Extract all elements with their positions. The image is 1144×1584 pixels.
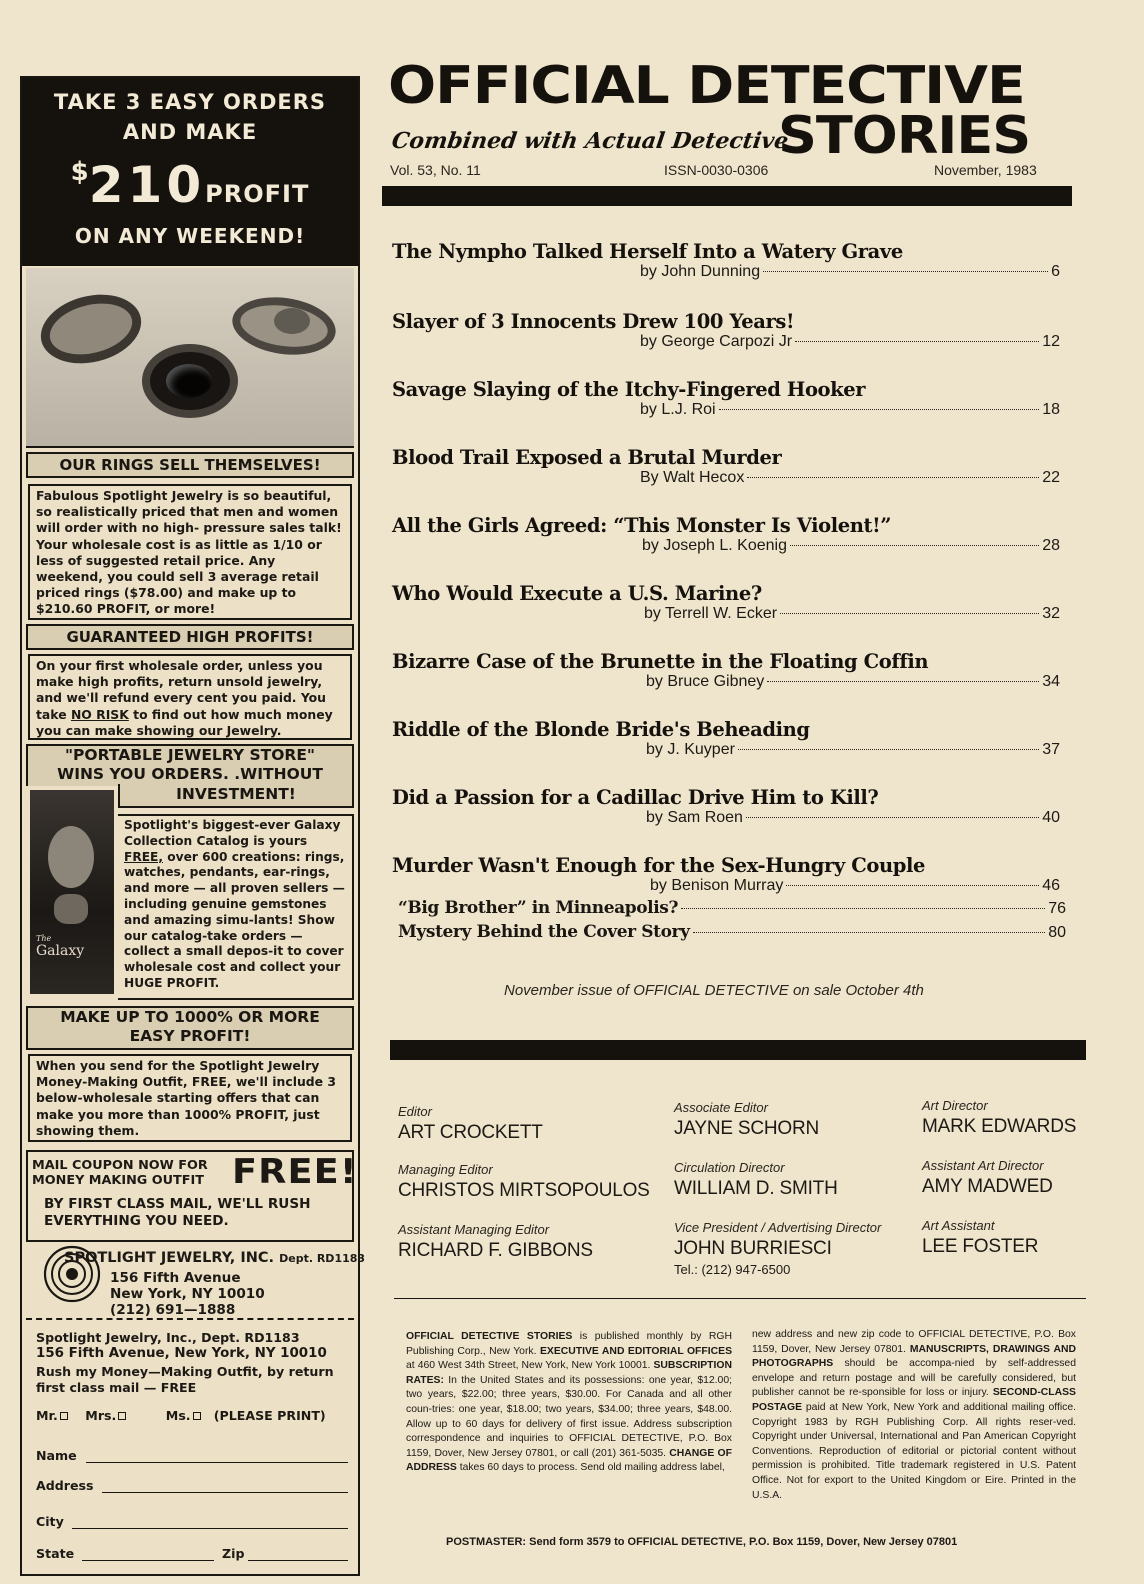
- story-title: Who Would Execute a U.S. Marine?: [392, 582, 762, 605]
- publication-info-column-2: [752, 1328, 1076, 1503]
- catalog-name: Galaxy: [36, 943, 85, 959]
- dot-leader: [795, 341, 1039, 342]
- model-hand-image: [54, 894, 88, 924]
- ad-section-text: [118, 814, 354, 1000]
- rings-photo: [26, 268, 354, 448]
- story-page-number: 37: [1042, 741, 1060, 758]
- toc-story[interactable]: [392, 854, 1060, 899]
- mail-line: MAIL COUPON NOW FOR: [32, 1158, 208, 1173]
- name-field[interactable]: [86, 1462, 348, 1463]
- dot-leader: [746, 817, 1039, 818]
- story-author: by John Dunning: [640, 263, 761, 280]
- toc-story[interactable]: [392, 310, 1060, 355]
- staff-circulation-director: [674, 1160, 838, 1200]
- fine-text: new address and new zip code to OFFICIAL DETECTIVE, P.O. Box 1159, Dover, New Jersey 07801.: [752, 1329, 1076, 1355]
- staff-name: WILLIAM D. SMITH: [674, 1178, 838, 1199]
- toc-story[interactable]: [392, 378, 1060, 423]
- ms-checkbox[interactable]: [193, 1412, 201, 1420]
- dollar-sign: $: [70, 157, 89, 187]
- ad-section-text: [28, 654, 352, 740]
- bold-term: OFFICIAL DETECTIVE STORIES: [406, 1331, 573, 1342]
- catalog-the: The: [36, 934, 52, 943]
- title-line: EASY PROFIT!: [129, 1027, 251, 1045]
- profit-amount: 210: [88, 156, 206, 214]
- staff-role: Assistant Art Director: [922, 1158, 1044, 1173]
- fine-text: takes 60 days to process. Send old mailing address label,: [456, 1462, 725, 1474]
- staff-name: CHRISTOS MIRTSOPOULOS: [398, 1180, 650, 1201]
- gem-image: [274, 308, 310, 334]
- story-byline-row: [646, 809, 1060, 831]
- story-title: Bizarre Case of the Brunette in the Floating Coffin: [392, 650, 929, 673]
- dot-leader: [738, 749, 1039, 750]
- story-page-number: 46: [1042, 877, 1060, 894]
- staff-name: JAYNE SCHORN: [674, 1118, 820, 1139]
- ad-section-title: [26, 744, 354, 786]
- ring-image: [34, 285, 149, 374]
- toc-story[interactable]: [392, 718, 1060, 763]
- staff-role: Art Director: [922, 1098, 988, 1113]
- story-author: By Walt Hecox: [640, 469, 745, 486]
- city-field[interactable]: [72, 1528, 348, 1529]
- story-title: Savage Slaying of the Itchy-Fingered Hooker: [392, 378, 866, 401]
- magazine-title-line-1: OFFICIAL DETECTIVE: [388, 56, 1025, 116]
- story-author: by L.J. Roi: [640, 401, 716, 418]
- staff-name: JOHN BURRIESCI: [674, 1238, 832, 1259]
- staff-name: MARK EDWARDS: [922, 1116, 1077, 1137]
- staff-managing-editor: [398, 1162, 650, 1202]
- masthead-divider-bar: [382, 186, 1072, 206]
- story-byline-row: [646, 741, 1060, 763]
- extra-title: “Big Brother” in Minneapolis?: [398, 898, 679, 918]
- story-title: Blood Trail Exposed a Brutal Murder: [392, 446, 782, 469]
- story-title: Slayer of 3 Innocents Drew 100 Years!: [392, 310, 795, 333]
- mail-text: [44, 1196, 311, 1230]
- story-byline-row: [640, 401, 1060, 423]
- story-page-number: 12: [1042, 333, 1060, 350]
- title-checkboxes: [36, 1408, 326, 1423]
- no-risk-text: NO RISK: [70, 706, 129, 722]
- coupon-line: Spotlight Jewelry, Inc., Dept. RD1183: [36, 1330, 300, 1345]
- story-byline-row: [644, 605, 1060, 627]
- dot-leader: [681, 908, 1045, 909]
- staff-associate-editor: [674, 1100, 819, 1140]
- staff-role: Managing Editor: [398, 1162, 493, 1177]
- ad-text-part: Spotlight's biggest-ever Galaxy Collection Catalog is yours: [124, 818, 341, 848]
- address-label: Address: [36, 1478, 94, 1493]
- story-page-number: 28: [1042, 537, 1060, 554]
- mail-line: BY FIRST CLASS MAIL, WE'LL RUSH: [44, 1196, 311, 1212]
- ad-text-part: over 600 creations: rings, watches, pendants, ear-rings, and more — all proven sellers — including genuine gemstones and amazing simu-lants! Show our catalog-take orders — collect a small depos-it to cover wholesale cost and collect your HUGE PROFIT.: [124, 849, 345, 990]
- state-field[interactable]: [82, 1560, 214, 1561]
- ad-headline-line-4: ON ANY WEEKEND!: [74, 224, 306, 248]
- story-title: Did a Passion for a Cadillac Drive Him to Kill?: [392, 786, 879, 809]
- story-title: Riddle of the Blonde Bride's Beheading: [392, 718, 810, 741]
- ad-headline-amount: [22, 156, 358, 214]
- magazine-title-line-2: STORIES: [778, 106, 1031, 166]
- story-byline-row: [640, 333, 1060, 355]
- bold-term: MANUSCRIPTS, DRAWINGS AND PHOTOGRAPHS: [752, 1343, 1076, 1370]
- ad-text-part: to find out how much money you can make showing our Jewelry.: [36, 706, 333, 738]
- staff-assistant-managing-editor: [398, 1222, 593, 1262]
- dot-leader: [763, 271, 1048, 272]
- ad-section-text: Fabulous Spotlight Jewelry is so beautiful, so realistically priced that men and women will order with no high- pressure sales talk! Your wholesale cost is as little as 1/10 or less of suggested retail price. Any weekend, you could sell 3 average retail priced rings ($78.00) and make up to $210.60 PROFIT, or more!: [28, 484, 352, 620]
- dot-leader: [780, 613, 1039, 614]
- title-line: "PORTABLE JEWELRY STORE": [64, 746, 316, 764]
- extra-page-number: 80: [1048, 924, 1066, 941]
- staff-role: Circulation Director: [674, 1160, 785, 1175]
- mail-text: [32, 1158, 208, 1188]
- address-line: 156 Fifth Avenue: [110, 1270, 241, 1286]
- dot-leader: [767, 681, 1039, 682]
- story-page-number: 40: [1042, 809, 1060, 826]
- company-phone: (212) 691—1888: [110, 1302, 236, 1318]
- mr-label: Mr.: [36, 1408, 58, 1423]
- fine-text: is published monthly by RGH Publishing Corp., New York.: [406, 1331, 732, 1357]
- staff-name: ART CROCKETT: [398, 1122, 543, 1143]
- story-author: by Terrell W. Ecker: [644, 605, 778, 622]
- ms-label: Ms.: [165, 1408, 191, 1423]
- profit-word: PROFIT: [205, 180, 310, 208]
- free-big-text: FREE!: [232, 1152, 358, 1192]
- toc-story[interactable]: [392, 650, 1060, 695]
- story-author: by Sam Roen: [646, 809, 743, 826]
- toc-story[interactable]: [392, 446, 1060, 491]
- staff-name: AMY MADWED: [922, 1176, 1053, 1197]
- title-line: MAKE UP TO 1000% OR MORE: [60, 1008, 320, 1026]
- toc-extra-row[interactable]: [398, 922, 1066, 942]
- staff-art-director: [922, 1098, 1076, 1138]
- staff-assistant-art-director: [922, 1158, 1053, 1198]
- company-address: [110, 1270, 265, 1318]
- mrs-checkbox[interactable]: [118, 1412, 126, 1420]
- story-page-number: 34: [1042, 673, 1060, 690]
- ad-section-text: When you send for the Spotlight Jewelry Money-Making Outfit, FREE, we'll include 3 below-wholesale starting offers that can make you more than 1000% PROFIT, just showing them.: [28, 1054, 352, 1142]
- ad-headline-line-2: AND MAKE: [122, 120, 258, 144]
- story-byline-row: [640, 263, 1060, 285]
- coupon-line: Rush my Money—Making Outfit, by return: [36, 1364, 334, 1379]
- staff-art-assistant: [922, 1218, 1038, 1258]
- galaxy-catalog-photo: [30, 790, 114, 994]
- issn-number: ISSN-0030-0306: [664, 162, 769, 178]
- staff-role: Assistant Managing Editor: [398, 1222, 550, 1237]
- staff-name: LEE FOSTER: [922, 1236, 1039, 1257]
- title-line: WINS YOU ORDERS. .WITHOUT: [57, 765, 323, 783]
- dot-leader: [693, 932, 1046, 933]
- company-block: [26, 1244, 366, 1318]
- mail-coupon-box: [26, 1150, 358, 1242]
- masthead-script-subtitle: Combined with Actual Detective: [390, 128, 790, 154]
- bold-term: SECOND-CLASS POSTAGE: [752, 1387, 1076, 1413]
- free-text: FREE,: [124, 849, 163, 864]
- staff-role: Associate Editor: [674, 1100, 768, 1115]
- staff-vp-advertising: [674, 1220, 881, 1277]
- staff-phone: Tel.: (212) 947-6500: [674, 1262, 791, 1277]
- staff-divider-bar: [390, 1040, 1086, 1060]
- story-title: The Nympho Talked Herself Into a Watery Grave: [392, 240, 903, 263]
- extra-title: Mystery Behind the Cover Story: [398, 922, 690, 942]
- story-page-number: 32: [1042, 605, 1060, 622]
- story-author: by Bruce Gibney: [646, 673, 765, 690]
- story-page-number: 6: [1051, 263, 1060, 280]
- ad-section-title: [26, 1006, 354, 1050]
- staff-editor: [398, 1104, 543, 1144]
- story-title: Murder Wasn't Enough for the Sex-Hungry Couple: [392, 854, 925, 877]
- ad-section-title: GUARANTEED HIGH PROFITS!: [26, 624, 354, 650]
- dot-leader: [786, 885, 1039, 886]
- staff-role: Editor: [398, 1104, 432, 1119]
- dot-leader: [790, 545, 1039, 546]
- postmaster-notice: POSTMASTER: Send form 3579 to OFFICIAL DETECTIVE, P.O. Box 1159, Dover, New Jersey 07801: [446, 1536, 958, 1548]
- extra-page-number: 76: [1048, 900, 1066, 917]
- address-line: New York, NY 10010: [110, 1286, 265, 1302]
- ad-section-title: OUR RINGS SELL THEMSELVES!: [26, 452, 354, 478]
- gem-image: [166, 364, 212, 398]
- company-name: SPOTLIGHT JEWELRY, INC.: [64, 1250, 275, 1266]
- state-label: State: [36, 1546, 75, 1561]
- bold-term: EXECUTIVE AND EDITORIAL OFFICES: [539, 1345, 732, 1357]
- story-author: by J. Kuyper: [646, 741, 735, 758]
- story-page-number: 18: [1042, 401, 1060, 418]
- story-author: by Joseph L. Koenig: [642, 537, 787, 554]
- story-author: by George Carpozi Jr: [640, 333, 793, 350]
- ad-headline: [22, 78, 358, 266]
- bold-term: SUBSCRIPTION RATES:: [406, 1360, 732, 1386]
- story-author: by Benison Murray: [650, 877, 784, 894]
- fine-text: at 460 West 34th Street, New York, New York 10001.: [406, 1360, 654, 1372]
- zip-field[interactable]: [248, 1560, 348, 1561]
- bold-term: CHANGE OF ADDRESS: [406, 1447, 732, 1474]
- story-byline-row: [646, 673, 1060, 695]
- fine-print-rule: [394, 1298, 1086, 1299]
- order-coupon: [26, 1318, 354, 1574]
- toc-story[interactable]: [392, 786, 1060, 831]
- fine-text: In the United States and its possessions: one year, $12.00; two years, $22.00; three years, $30.00. For Canada and all other coun-tries: one year, $18.00; two years, $34.00; three years, $48.00. Allow up to 60 days for delivery of first issue. Address subscription correspondence and inquiries to OFFICIAL DETECTIVE, P.O. Box 1159, Dover, New Jersey 07801, or call (201) 361-5035.: [406, 1374, 732, 1459]
- spotlight-jewelry-ad: [20, 76, 366, 1576]
- ad-text-part: On your first wholesale order, unless you make high profits, return unsold jewelry, and we'll refund every cent you paid. You take: [36, 658, 326, 722]
- company-name-line: [64, 1250, 365, 1266]
- zip-label: Zip: [222, 1546, 245, 1561]
- staff-role: Art Assistant: [922, 1218, 995, 1233]
- mrs-label: Mrs.: [85, 1408, 117, 1423]
- toc-extra-row[interactable]: [398, 898, 1066, 918]
- address-field[interactable]: [102, 1492, 348, 1493]
- staff-name: RICHARD F. GIBBONS: [398, 1240, 593, 1261]
- mail-line: EVERYTHING YOU NEED.: [44, 1213, 229, 1229]
- volume-number: Vol. 53, No. 11: [390, 162, 481, 178]
- ad-section-title-cont: INVESTMENT!: [118, 784, 354, 808]
- toc-story[interactable]: [392, 582, 1060, 627]
- on-sale-notice: November issue of OFFICIAL DETECTIVE on sale October 4th: [504, 982, 924, 999]
- story-byline-row: [642, 537, 1060, 559]
- catalog-title: [36, 934, 84, 959]
- toc-story[interactable]: [392, 514, 1060, 559]
- fine-text: should be accompa-nied by self-addressed envelope and return postage and will be carefully considered, but publisher cannot be re-sponsible for loss or injury.: [752, 1358, 1076, 1399]
- toc-story[interactable]: [392, 240, 1060, 285]
- dot-leader: [747, 477, 1039, 478]
- story-title: All the Girls Agreed: “This Monster Is Violent!”: [392, 514, 892, 537]
- issue-date: November, 1983: [934, 162, 1037, 178]
- staff-role: Vice President / Advertising Director: [674, 1220, 882, 1235]
- story-byline-row: [640, 469, 1060, 491]
- please-print-label: (PLEASE PRINT): [213, 1408, 326, 1423]
- company-dept: Dept. RD1183: [279, 1252, 366, 1265]
- coupon-line: first class mail — FREE: [36, 1380, 197, 1395]
- story-byline-row: [650, 877, 1060, 899]
- city-label: City: [36, 1514, 64, 1529]
- mr-checkbox[interactable]: [60, 1412, 68, 1420]
- model-face-image: [48, 826, 94, 888]
- story-page-number: 22: [1042, 469, 1060, 486]
- coupon-line: 156 Fifth Avenue, New York, NY 10010: [36, 1346, 327, 1361]
- publication-info-column-1: [406, 1330, 732, 1476]
- mail-line: MONEY MAKING OUTFIT: [32, 1173, 205, 1188]
- fine-text: paid at New York, New York and additional mailing office. Copyright 1983 by RGH Publishing Corp. All rights reser-ved. Copyright under Universal, International and Pan American Copyright Conventions. Reproduction of editorial or pictorial content without permission is prohibited. Title trademark registered in U.S. Patent Office. Not for export to the United Kingdom or Eire. Printed in the U.S.A.: [752, 1401, 1076, 1501]
- name-label: Name: [36, 1448, 77, 1463]
- ad-headline-line-1: TAKE 3 EASY ORDERS: [53, 90, 327, 114]
- dot-leader: [719, 409, 1040, 410]
